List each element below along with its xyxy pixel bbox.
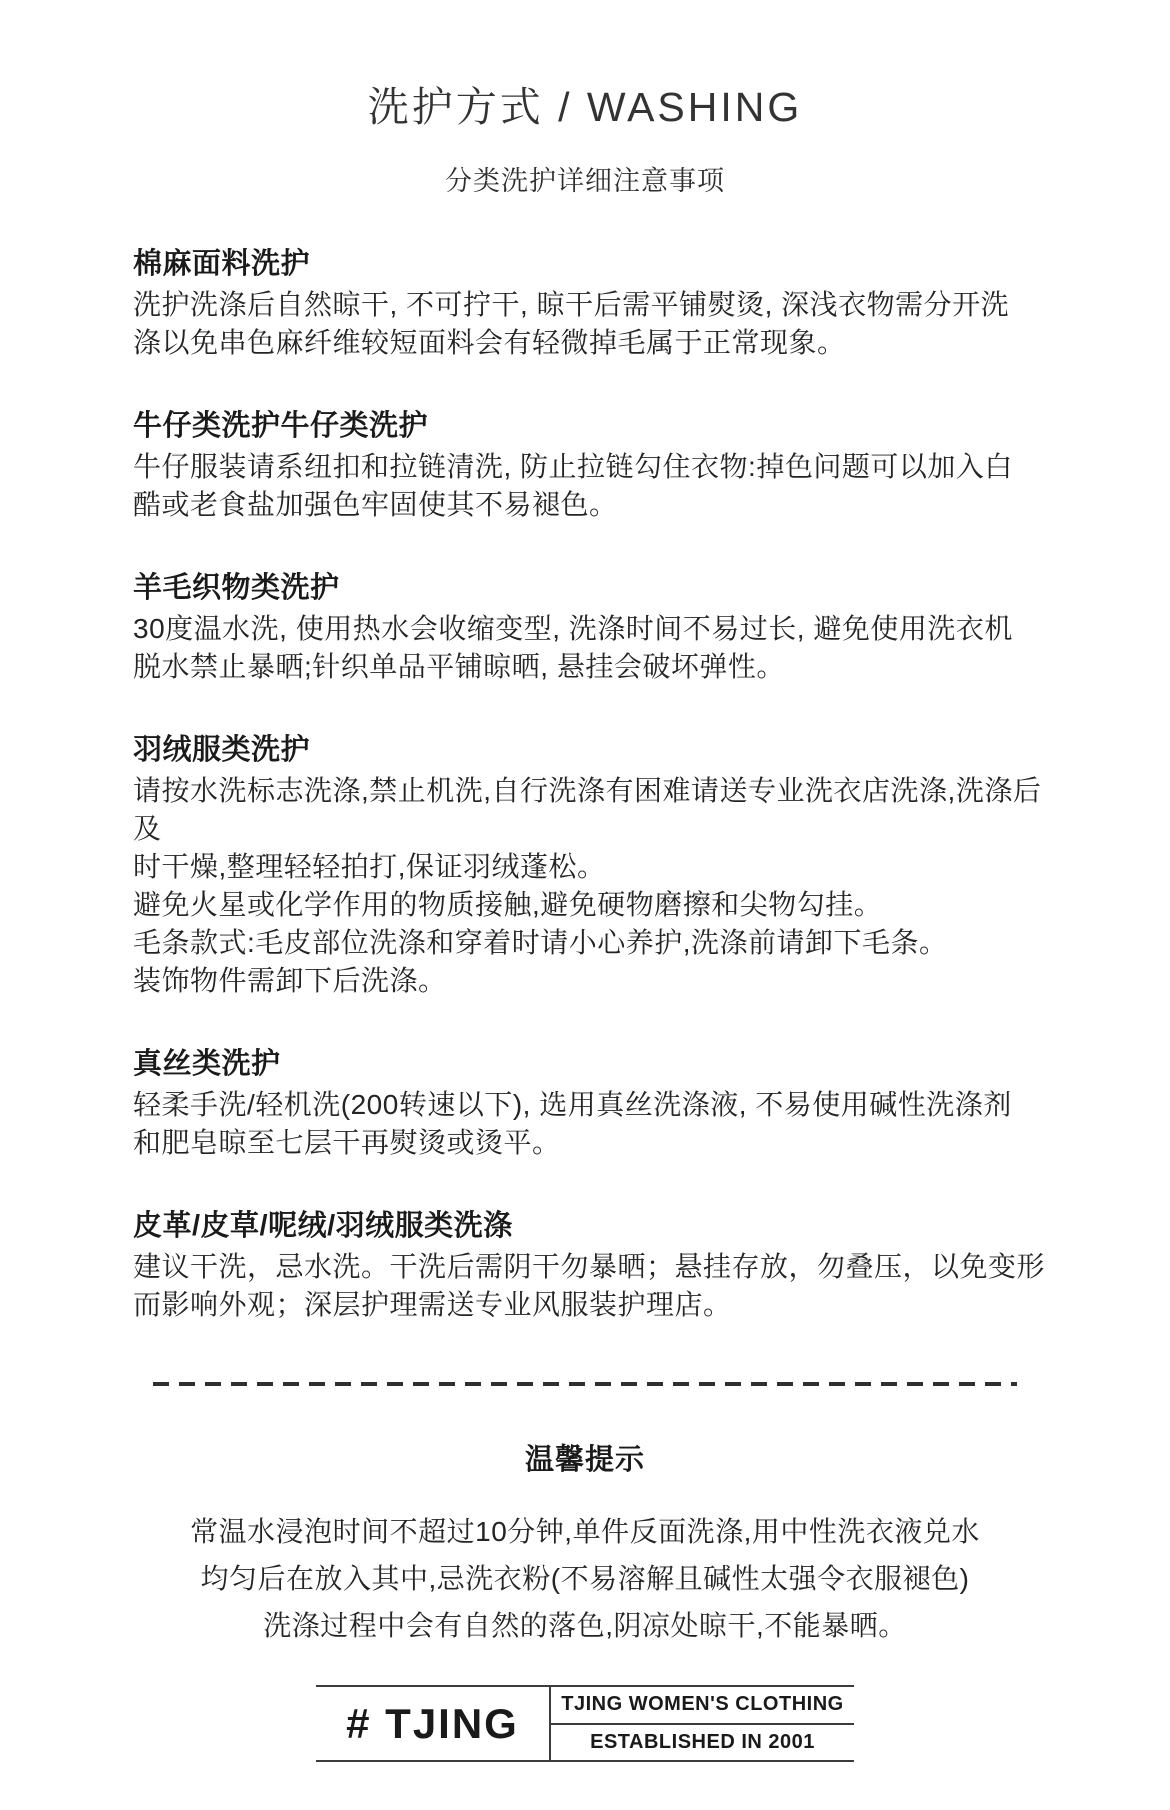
tips-line: 常温水浸泡时间不超过10分钟,单件反面洗涤,用中性洗衣液兑水 <box>190 1516 980 1547</box>
section-heading: 真丝类洗护 <box>133 1048 281 1080</box>
section-heading: 羽绒服类洗护 <box>133 734 311 766</box>
section-text-line: 脱水禁止暴晒;针织单品平铺晾晒, 悬挂会破坏弹性。 <box>133 651 785 682</box>
section-text-line: 洗护洗涤后自然晾干, 不可拧干, 晾干后需平铺熨烫, 深浅衣物需分开洗 <box>133 289 1010 320</box>
section-text-line: 和肥皂晾至七层干再熨烫或烫平。 <box>133 1127 561 1158</box>
section-text-line: 酷或老食盐加强色牢固使其不易褪色。 <box>133 489 618 520</box>
brand-established: ESTABLISHED IN 2001 <box>590 1730 815 1753</box>
brand-logo-box <box>316 1685 854 1762</box>
section-text-line: 牛仔服装请系纽扣和拉链清洗, 防止拉链勾住衣物:掉色问题可以加入白 <box>133 451 1013 482</box>
section-text-line: 涤以免串色麻纤维较短面料会有轻微掉毛属于正常现象。 <box>133 327 846 358</box>
section-cotton-linen <box>133 244 1045 362</box>
brand-right-column <box>551 1687 854 1760</box>
section-silk <box>133 1044 1045 1162</box>
brand-name: TJING WOMEN'S CLOTHING <box>551 1687 854 1725</box>
dashed-divider <box>153 1382 1017 1386</box>
section-heading: 棉麻面料洗护 <box>133 248 311 280</box>
section-down-jacket <box>133 730 1045 1000</box>
brand-tag: # TJING <box>316 1687 551 1760</box>
care-sections <box>133 244 1045 1324</box>
section-text-line: 建议干洗，忌水洗。干洗后需阴干勿暴晒；悬挂存放，勿叠压，以免变形 <box>133 1251 1046 1282</box>
section-text-line: 轻柔手洗/轻机洗(200转速以下), 选用真丝洗涤液, 不易使用碱性洗涤剂 <box>133 1089 1012 1120</box>
page-subtitle: 分类洗护详细注意事项 <box>445 166 725 196</box>
tips-body <box>0 1508 1170 1649</box>
section-wool <box>133 568 1045 686</box>
tips-line: 均匀后在放入其中,忌洗衣粉(不易溶解且碱性太强令衣服褪色) <box>200 1563 970 1594</box>
section-leather-fur <box>133 1206 1045 1324</box>
section-heading: 皮革/皮草/呢绒/羽绒服类洗涤 <box>133 1210 513 1242</box>
section-text-line: 30度温水洗, 使用热水会收缩变型, 洗涤时间不易过长, 避免使用洗衣机 <box>133 613 1013 644</box>
section-text-line: 装饰物件需卸下后洗涤。 <box>133 965 447 996</box>
section-text-line: 毛条款式:毛皮部位洗涤和穿着时请小心养护,洗涤前请卸下毛条。 <box>133 927 948 958</box>
section-text-line: 时干燥,整理轻轻拍打,保证羽绒蓬松。 <box>133 851 606 882</box>
warm-tips <box>0 1440 1170 1649</box>
section-heading: 牛仔类洗护牛仔类洗护 <box>133 410 429 442</box>
tips-line: 洗涤过程中会有自然的落色,阴凉处晾干,不能暴晒。 <box>263 1610 907 1641</box>
tips-heading: 温馨提示 <box>524 1444 645 1476</box>
section-text-line: 请按水洗标志洗涤,禁止机洗,自行洗涤有困难请送专业洗衣店洗涤,洗涤后及 <box>133 775 1042 844</box>
section-text-line: 避免火星或化学作用的物质接触,避免硬物磨擦和尖物勾挂。 <box>133 889 883 920</box>
section-denim <box>133 406 1045 524</box>
page-title: 洗护方式 / WASHING <box>367 84 803 130</box>
section-text-line: 而影响外观；深层护理需送专业风服装护理店。 <box>133 1289 732 1320</box>
section-heading: 羊毛织物类洗护 <box>133 572 340 604</box>
